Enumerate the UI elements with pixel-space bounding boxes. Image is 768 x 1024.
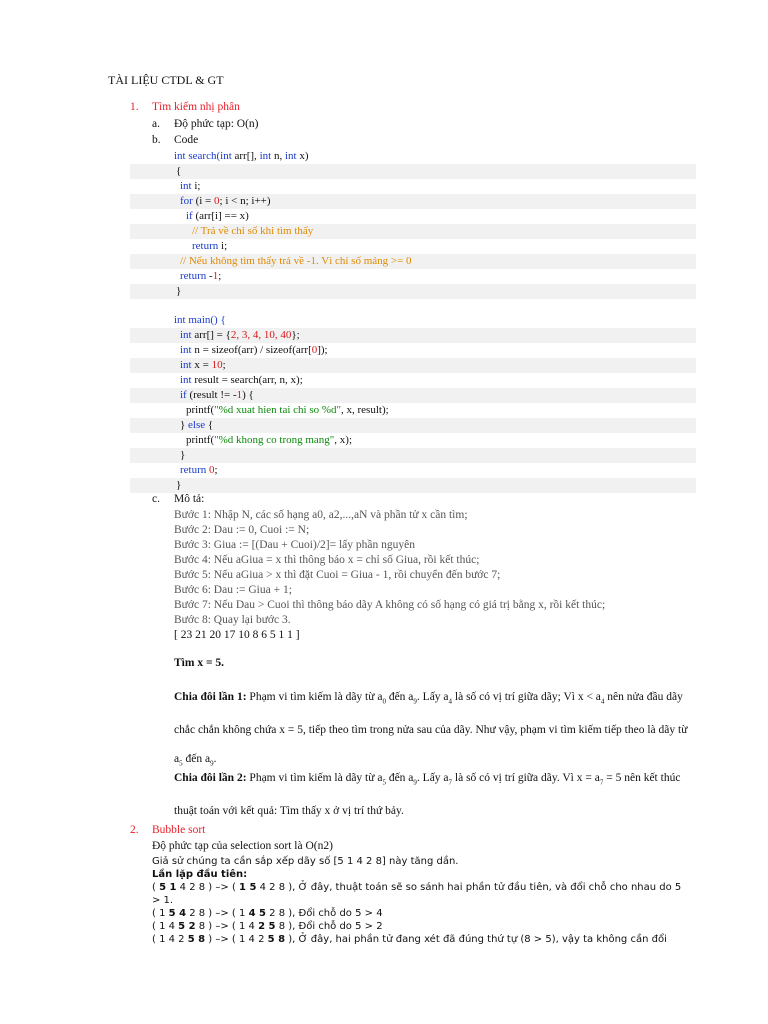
first-pass-heading: Lần lặp đầu tiên: (152, 869, 248, 880)
find-x-heading: Tìm x = 5. (174, 657, 224, 669)
code-line: int search(int arr[], int n, int x) (174, 150, 309, 162)
section-2-title: Bubble sort (152, 824, 206, 836)
pass-line: ( 1 4 2 5 8 ) –> ( 1 4 2 5 8 ), Ở đây, hai phần tử đang xét đã đúng thứ tự (8 > 5), vậy ta không cần đổi (152, 934, 667, 945)
code-line: printf("%d xuat hien tai chi so %d", x, result); (186, 404, 389, 416)
code-line: if (arr[i] == x) (186, 210, 249, 222)
code-line: int main() { (174, 314, 226, 326)
section-2-number: 2. (130, 824, 139, 836)
step-line: Bước 5: Nếu aGiua > x thì đặt Cuoi = Giua - 1, rồi chuyển đến bước 7; (174, 569, 501, 581)
section-1-title: Tìm kiếm nhị phân (152, 101, 240, 113)
step-line: Bước 8: Quay lại bước 3. (174, 614, 291, 626)
code-line: int i; (180, 180, 201, 192)
code-line: return i; (192, 240, 228, 252)
code-line: } (180, 449, 186, 461)
code-line: int result = search(arr, n, x); (180, 374, 303, 386)
code-highlight (130, 284, 696, 299)
step-line: Bước 4: Nếu aGiua = x thì thông báo x = chỉ số Giua, rồi kết thúc; (174, 554, 480, 566)
code-line: int arr[] = {2, 3, 4, 10, 40}; (180, 329, 300, 341)
item-a-label: a. (152, 118, 160, 130)
item-c-label: c. (152, 493, 160, 505)
pass-line: ( 1 4 5 2 8 ) –> ( 1 4 2 5 8 ), Đổi chỗ do 5 > 2 (152, 921, 383, 932)
step-line: Bước 2: Dau := 0, Cuoi := N; (174, 524, 310, 536)
document-title: TÀI LIỆU CTDL & GT (108, 73, 224, 87)
array-example: [ 23 21 20 17 10 8 6 5 1 1 ] (174, 629, 300, 641)
code-comment: // Nếu không tìm thấy trả về -1. Vì chỉ số mảng >= 0 (180, 255, 412, 267)
step-line: Bước 6: Dau := Giua + 1; (174, 584, 292, 596)
code-highlight (130, 478, 696, 493)
step-line: Bước 3: Giua := [(Dau + Cuoi)/2]= lấy phần nguyên (174, 539, 415, 551)
code-line: } (176, 285, 182, 297)
code-line: printf("%d khong co trong mang", x); (186, 434, 353, 446)
pass-line: ( 5 1 4 2 8 ) –> ( 1 5 4 2 8 ), Ở đây, thuật toán sẽ so sánh hai phần tử đầu tiên, và đổi chỗ cho nhau do 5 (152, 882, 682, 893)
code-line: return -1; (180, 270, 222, 282)
item-b-label: b. (152, 134, 161, 146)
code-line: int x = 10; (180, 359, 226, 371)
split-step-2: Chia đôi lần 2: Phạm vi tìm kiếm là dãy từ $a_5$ đến $a_9$. Lấy $a_7$ là số có vị trí giữa dãy. Vì $x = a_7 = 5$ nên kết thúc thuật toán với kết quả: Tìm thấy x ở vị trí thứ bảy. (174, 772, 681, 818)
item-b-text: Code (174, 134, 199, 146)
code-highlight (130, 448, 696, 463)
code-comment: // Trả về chỉ số khi tìm thấy (192, 225, 314, 237)
code-line: } else { (180, 419, 214, 431)
code-highlight (130, 418, 696, 433)
code-line: for (i = 0; i < n; i++) (180, 195, 271, 207)
step-line: Bước 7: Nếu Dau > Cuoi thì thông báo dãy A không có số hạng có giá trị bằng x, rồi kết thúc; (174, 599, 606, 611)
code-line: } (176, 479, 182, 491)
split-step-1: Chia đôi lần 1: Phạm vi tìm kiếm là dãy từ $a_0$ đến $a_9$. Lấy $a_4$ là số có vị trí giữa dãy; Vì $x < a_4$ nên nửa đầu dãy chắc chắn không chứa x = 5, tiếp theo tìm trong nửa sau của dãy. Như vậy, phạm vi tìm kiếm tiếp theo là dãy từ $a_5$ đến $a_9$. (174, 691, 688, 768)
code-line: int n = sizeof(arr) / sizeof(arr[0]); (180, 344, 328, 356)
pass-line: > 1. (152, 895, 174, 906)
code-line: { (176, 165, 182, 177)
complexity-text: Độ phức tạp của selection sort là O(n2) (152, 840, 333, 852)
item-a-text: Độ phức tạp: O(n) (174, 118, 259, 130)
section-1-number: 1. (130, 101, 139, 113)
step-line: Bước 1: Nhập N, các số hạng a0, a2,...,aN và phần tử x cần tìm; (174, 509, 468, 521)
intro-text: Giả sử chúng ta cần sắp xếp dãy số [5 1 4 2 8] này tăng dần. (152, 856, 459, 867)
pass-line: ( 1 5 4 2 8 ) –> ( 1 4 5 2 8 ), Đổi chỗ do 5 > 4 (152, 908, 383, 919)
item-c-text: Mô tả: (174, 493, 205, 505)
code-line: return 0; (180, 464, 218, 476)
code-line: if (result != -1) { (180, 389, 254, 401)
code-highlight (130, 164, 696, 179)
